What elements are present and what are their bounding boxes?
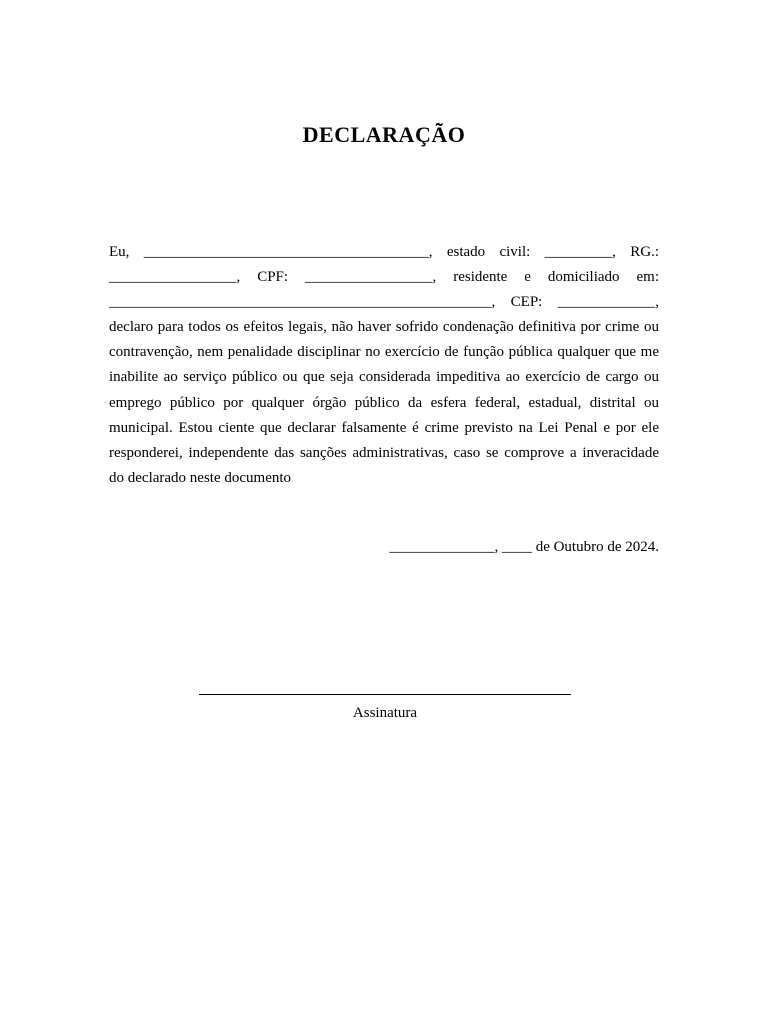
document-title: DECLARAÇÃO bbox=[302, 122, 466, 147]
declaration-body bbox=[109, 240, 659, 491]
declaration-paragraph: Eu, ______________________________________, estado civil: _________, RG.: _________________, CPF: _________________, residente e domiciliado em: ___________________________________________________, CEP: _____________, declaro para todos os efeitos legais, não haver sofrido condenação definitiva por crime ou contravenção, nem penalidade disciplinar no exercício de função pública qualquer que me inabilite ao serviço público ou que seja considerada impeditiva ao exercício de cargo ou emprego público por qualquer órgão público da esfera federal, estadual, distrital ou municipal. Estou ciente que declarar falsamente é crime previsto na Lei Penal e por ele responderei, independente das sanções administrativas, caso se comprove a inveracidade do declarado neste documento bbox=[109, 244, 659, 486]
signature-line bbox=[199, 694, 571, 695]
date-line: ______________, ____ de Outubro de 2024. bbox=[389, 539, 659, 555]
signature-label: Assinatura bbox=[352, 705, 418, 721]
